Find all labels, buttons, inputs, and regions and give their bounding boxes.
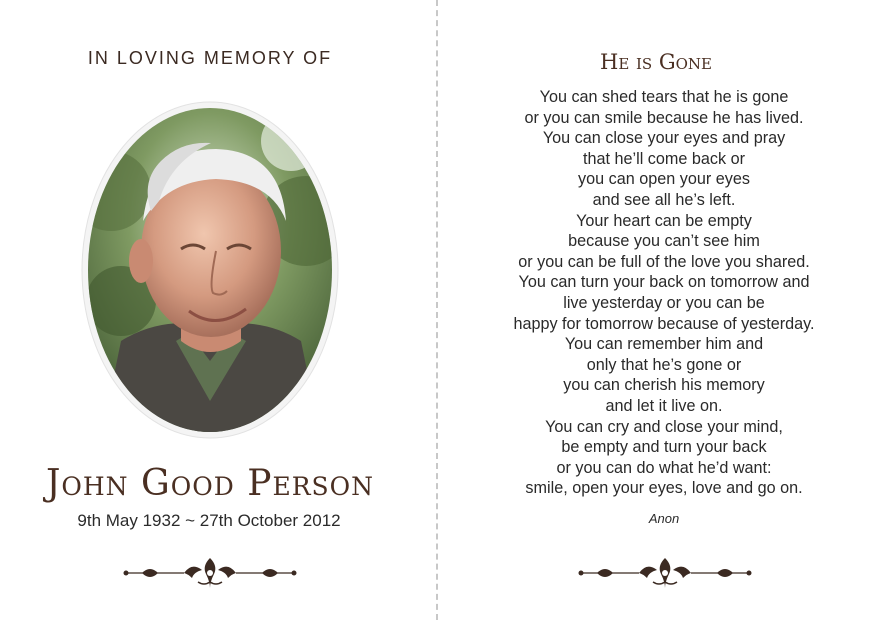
poem-line: and let it live on. bbox=[605, 396, 723, 415]
poem-line: You can shed tears that he is gone bbox=[539, 88, 789, 106]
poem-line: You can remember him and bbox=[564, 335, 764, 354]
poem-line: live yesterday or you can be bbox=[563, 293, 765, 312]
poem-line: and see all he’s left. bbox=[592, 190, 736, 209]
flourish-ornament-icon bbox=[577, 556, 753, 594]
poem-line: be empty and turn your back bbox=[561, 438, 767, 457]
poem-title: He is Gone bbox=[600, 50, 712, 74]
poem-line: Your heart can be empty bbox=[576, 211, 752, 230]
poem-line: because you can’t see him bbox=[568, 232, 760, 251]
poem-author: Anon bbox=[648, 511, 680, 526]
portrait-photo bbox=[81, 101, 339, 439]
deceased-name: John Good Person bbox=[45, 463, 375, 504]
poem-line: you can open your eyes bbox=[578, 170, 750, 189]
poem-line: You can close your eyes and pray bbox=[542, 129, 786, 148]
life-dates: 9th May 1932 ~ 27th October 2012 bbox=[77, 511, 341, 530]
memorial-heading: IN LOVING MEMORY OF bbox=[87, 48, 333, 68]
poem-line: or you can be full of the love you shared. bbox=[518, 252, 810, 271]
poem-line: only that he’s gone or bbox=[586, 355, 742, 374]
poem-line: smile, open your eyes, love and go on. bbox=[525, 479, 803, 498]
poem-line: or you can smile because he has lived. bbox=[524, 108, 804, 127]
poem-line: You can turn your back on tomorrow and bbox=[518, 273, 810, 292]
poem-line: happy for tomorrow because of yesterday. bbox=[513, 314, 815, 333]
right-panel bbox=[438, 0, 874, 620]
poem-line: you can cherish his memory bbox=[563, 376, 765, 395]
poem-line: You can cry and close your mind, bbox=[545, 417, 783, 436]
poem-line: that he’ll come back or bbox=[583, 149, 745, 168]
poem-text bbox=[438, 87, 874, 499]
flourish-ornament-icon bbox=[122, 556, 298, 594]
poem-line: or you can do what he’d want: bbox=[556, 458, 772, 477]
